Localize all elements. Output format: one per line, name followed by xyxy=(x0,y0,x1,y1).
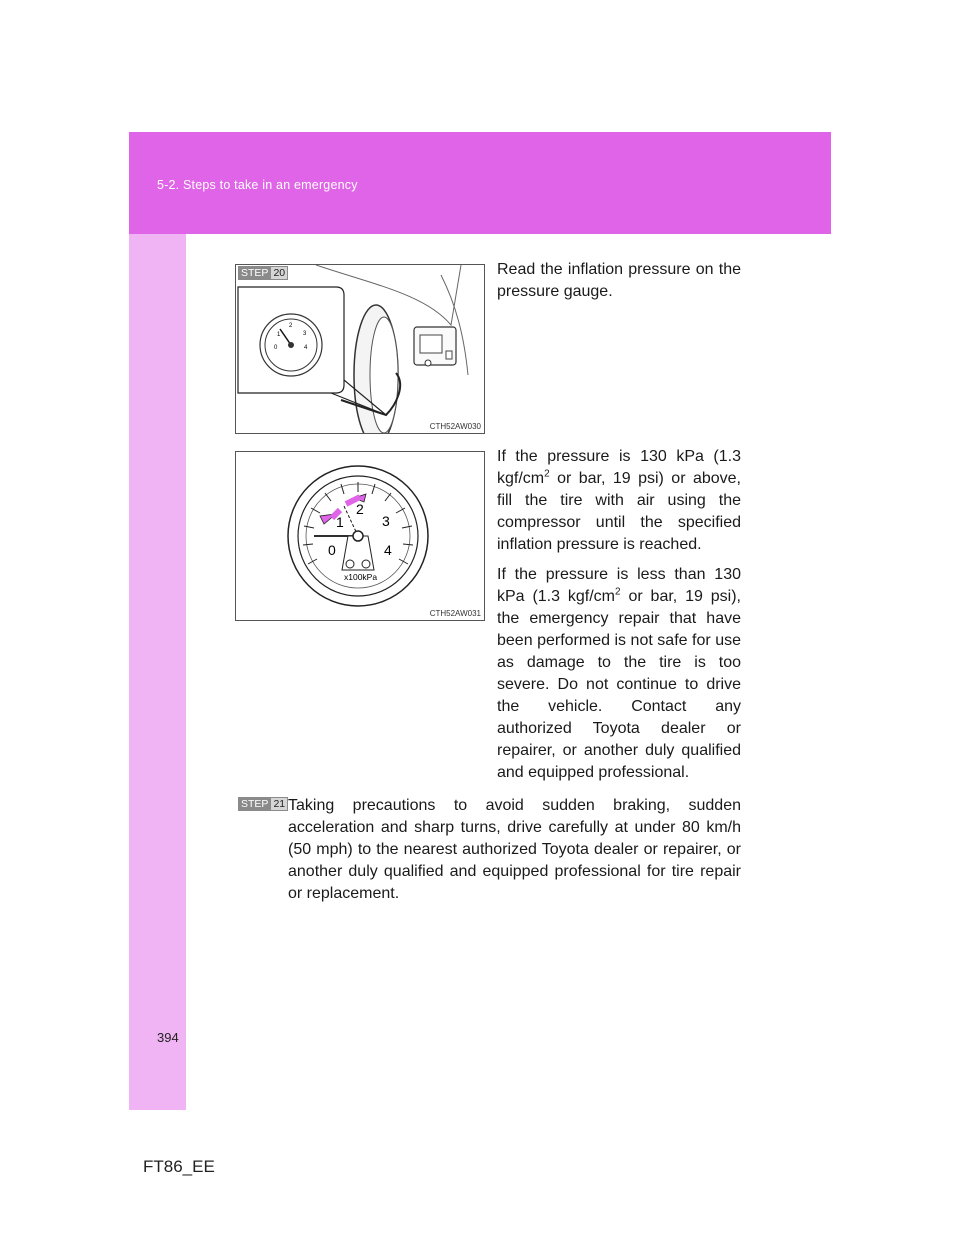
step-badge-20 xyxy=(238,266,288,280)
pressure-low-text: If the pressure is less than 130 kPa (1.3 kgf/$cm^2$ or bar, 19 psi), the emergency repair that have been performed is not safe for use as damage to the tire is too severe. Do not continue to drive the vehicle. Contact any authorized Toyota dealer or repairer, or another duly qualified and equipped professional. xyxy=(497,566,742,781)
side-band xyxy=(129,234,186,1110)
tire-compressor-illustration xyxy=(236,265,484,433)
gauge-tick-4: 4 xyxy=(384,542,392,558)
svg-text:0: 0 xyxy=(274,345,278,351)
step20-pressure-high xyxy=(497,446,741,564)
figure-pressure-gauge xyxy=(235,451,485,621)
gauge-tick-2: 2 xyxy=(356,501,364,517)
instruction-text: Read the inflation pressure on the pressure gauge. xyxy=(497,261,741,300)
gauge-unit: x100kPa xyxy=(344,572,378,582)
step21-instruction: Taking precautions to avoid sudden braking, sudden acceleration and sharp turns, drive carefully at under 80 km/h (50 mph) to the nearest authorized Toyota dealer or repairer, or another duly qualified and equipped professional for tire repair or replacement. xyxy=(288,797,741,902)
gauge-tick-3: 3 xyxy=(382,513,390,529)
pressure-gauge-illustration xyxy=(236,452,484,620)
footer-code: FT86_EE xyxy=(143,1157,215,1176)
step-label: STEP xyxy=(238,266,271,280)
pressure-high-text: If the pressure is 130 kPa (1.3 kgf/$cm^2$ or bar, 19 psi) or above, fill the tire with air using the compressor until the specified inflation pressure is reached. xyxy=(497,448,741,553)
step-badge-21 xyxy=(238,797,288,811)
step20-pressure-low xyxy=(497,564,741,792)
step-number: 21 xyxy=(271,797,288,811)
svg-text:3: 3 xyxy=(303,331,307,337)
svg-text:1: 1 xyxy=(277,332,281,338)
step-number: 20 xyxy=(271,266,288,280)
svg-text:4: 4 xyxy=(304,345,308,351)
svg-text:2: 2 xyxy=(289,323,293,329)
page-number: 394 xyxy=(157,1030,179,1045)
gauge-tick-1: 1 xyxy=(336,514,344,530)
figure-code: CTH52AW031 xyxy=(429,609,481,618)
figure-code: CTH52AW030 xyxy=(429,422,481,431)
gauge-tick-0: 0 xyxy=(328,542,336,558)
figure-tire-gauge xyxy=(235,264,485,434)
step20-instruction xyxy=(497,259,741,311)
section-title: 5-2. Steps to take in an emergency xyxy=(157,178,358,192)
step-label: STEP xyxy=(238,797,271,811)
step21-text xyxy=(288,795,741,905)
